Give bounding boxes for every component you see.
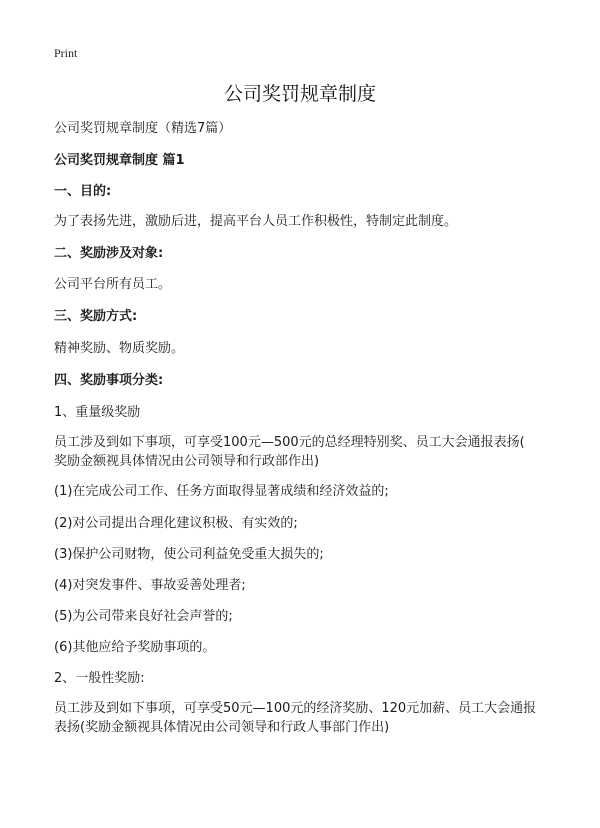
paragraph-target: 公司平台所有员工。 [54, 277, 172, 292]
paragraph-major-reward-line2: 奖励金额视具体情况由公司领导和行政部作出) [54, 454, 320, 469]
heading-method: 三、奖励方式: [54, 309, 138, 324]
list-item: (3)保护公司财物，使公司利益免受重大损失的; [54, 547, 324, 562]
list-item: (6)其他应给予奖励事项的。 [54, 640, 216, 655]
heading-category: 四、奖励事项分类: [54, 373, 164, 388]
paragraph-general-reward-line2: 表扬(奖励金额视具体情况由公司领导和行政人事部门作出) [54, 720, 390, 735]
list-item: (1)在完成公司工作、任务方面取得显著成绩和经济效益的; [54, 484, 389, 499]
paragraph-method: 精神奖励、物质奖励。 [54, 341, 185, 356]
paragraph-general-reward-line1: 员工涉及到如下事项，可享受50元—100元的经济奖励、120元加薪、员工大会通报 [54, 701, 537, 716]
subheading-general-reward: 2、一般性奖励: [54, 671, 145, 686]
print-label: Print [54, 46, 78, 60]
list-item: (4)对突发事件、事故妥善处理者; [54, 578, 246, 593]
paragraph-purpose: 为了表扬先进，激励后进，提高平台人员工作积极性，特制定此制度。 [54, 214, 458, 229]
list-item: (2)对公司提出合理化建议积极、有实效的; [54, 516, 298, 531]
heading-purpose: 一、目的: [54, 184, 112, 199]
subheading-major-reward: 1、重量级奖励 [54, 405, 141, 420]
document-title: 公司奖罚规章制度 [223, 83, 376, 105]
heading-target: 二、奖励涉及对象: [54, 246, 164, 261]
section-heading: 公司奖罚规章制度 篇1 [54, 153, 185, 168]
list-item: (5)为公司带来良好社会声誉的; [54, 609, 233, 624]
paragraph-major-reward-line1: 员工涉及到如下事项，可享受100元—500元的总经理特别奖、员工大会通报表扬( [54, 435, 525, 450]
document-subtitle: 公司奖罚规章制度（精选7篇） [54, 121, 232, 136]
